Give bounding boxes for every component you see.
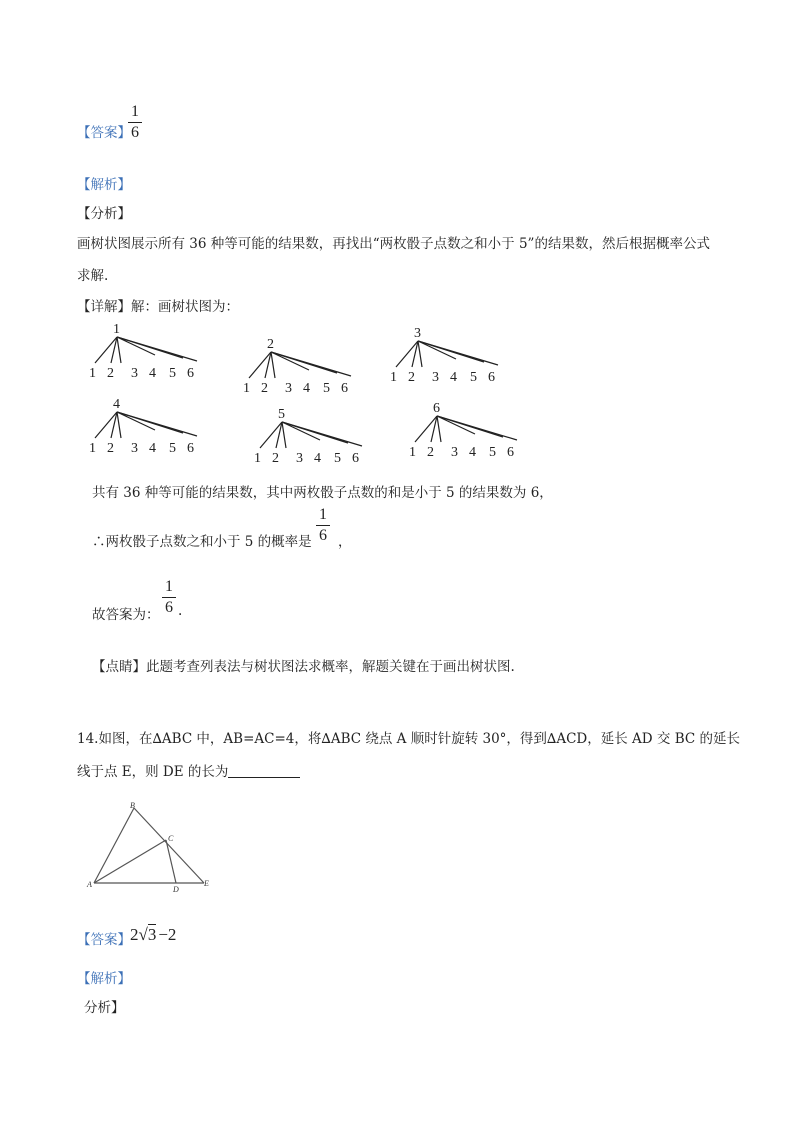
label-e: E [204, 879, 209, 888]
fraction-denominator: 6 [319, 527, 327, 544]
tree-branch [117, 412, 121, 438]
tree-root-label: 3 [414, 326, 421, 341]
tree-leaf-label: 2 [408, 370, 415, 385]
tree-branch [282, 422, 362, 446]
tree-leaf-label: 2 [261, 381, 268, 396]
tree-branch [418, 341, 498, 365]
tree-leaf-label: 5 [489, 445, 496, 460]
segment-cd [166, 840, 176, 883]
answer14-expression [130, 925, 176, 945]
result-line: 共有 36 种等可能的结果数，其中两枚骰子点数的和是小于 5 的结果数为 6， [92, 485, 553, 501]
fraction-numerator: 1 [165, 578, 173, 595]
fraction-bar [162, 597, 176, 598]
q14-line2 [77, 760, 300, 780]
final-prefix: 故答案为： [92, 607, 160, 623]
tree-leaf-label: 6 [352, 451, 359, 466]
tree-leaf-label: 3 [432, 370, 439, 385]
tree-leaf-label: 4 [149, 366, 156, 381]
tree-branch [117, 337, 197, 361]
tree-root-label: 1 [113, 322, 120, 337]
q14-line1: 14.如图，在∆ABC 中，AB=AC=4，将∆ABC 绕点 A 顺时针旋转 30°，得到∆ACD，延长 AD 交 BC 的延长 [77, 731, 740, 747]
fenxi14-text: 分析】 [84, 1000, 125, 1016]
tree-diagrams [0, 0, 800, 470]
tree-root-label: 6 [433, 401, 440, 416]
tree-branch [282, 422, 320, 440]
fraction-denominator: 6 [131, 124, 139, 141]
answer-tag: 【答案】 [77, 125, 131, 141]
tree-leaf-label: 6 [507, 445, 514, 460]
analysis-tag: 【解析】 [77, 177, 131, 193]
tree-leaf-label: 4 [303, 381, 310, 396]
dianjing-line [92, 655, 515, 675]
answer-blank [228, 765, 300, 778]
tree-leaf-label: 6 [187, 441, 194, 456]
tree-leaf-label: 5 [169, 366, 176, 381]
tree-leaf-label: 2 [107, 441, 114, 456]
label-c: C [168, 834, 174, 843]
fraction-numerator: 1 [319, 506, 327, 523]
tree-root-label: 2 [267, 337, 274, 352]
answer14-tail: −2 [158, 925, 177, 944]
sqrt-sign-icon: √ [138, 925, 148, 944]
tree-leaf-label: 4 [314, 451, 321, 466]
tree-root-label: 5 [278, 407, 285, 422]
q14-line2-text: 线于点 E，则 DE 的长为 [77, 764, 229, 780]
triangle-figure [84, 798, 216, 894]
fraction-numerator: 1 [131, 103, 139, 120]
detail-tag: 【详解】 [77, 299, 131, 315]
tree-branch [117, 412, 197, 436]
fenxi-text-line1: 画树状图展示所有 36 种等可能的结果数，再找出“两枚骰子点数之和小于 5”的结果数，然后根据概率公式 [77, 236, 710, 252]
tree-leaf-label: 5 [334, 451, 341, 466]
tree-branch [117, 412, 155, 430]
analysis14-tag: 【解析】 [77, 971, 131, 987]
tree-leaf-label: 2 [427, 445, 434, 460]
fraction-denominator: 6 [165, 599, 173, 616]
tree-branch [437, 416, 441, 442]
tree-leaf-label: 6 [488, 370, 495, 385]
final-fraction [162, 578, 176, 617]
fraction-bar [316, 525, 330, 526]
tree-leaf-label: 2 [272, 451, 279, 466]
dianjing-tag: 【点睛】 [92, 659, 146, 675]
prob-line [92, 530, 312, 550]
tree-leaf-label: 1 [89, 366, 96, 381]
tree-leaf-label: 3 [131, 441, 138, 456]
tree-leaf-label: 5 [323, 381, 330, 396]
fenxi-tag: 【分析】 [77, 206, 131, 222]
prob-suffix: ， [338, 534, 352, 550]
fenxi-text-line2: 求解. [77, 268, 109, 284]
tree-leaf-label: 3 [131, 366, 138, 381]
answer14-tag: 【答案】 [77, 932, 131, 948]
tree-leaf-label: 4 [149, 441, 156, 456]
final-suffix: . [178, 603, 183, 619]
prob-prefix: ∴两枚骰子点数之和小于 5 的概率是 [92, 534, 312, 550]
tree-leaf-label: 4 [469, 445, 476, 460]
tree-branch [117, 337, 155, 355]
tree-branch [117, 337, 121, 363]
answer14-radicand: 3 [147, 925, 157, 944]
segment-be [134, 808, 204, 883]
tree-leaf-label: 5 [470, 370, 477, 385]
dianjing-text: 此题考查列表法与树状图法求概率，解题关键在于画出树状图. [146, 659, 515, 675]
tree-leaf-label: 1 [254, 451, 261, 466]
tree-leaf-label: 1 [89, 441, 96, 456]
tree-leaf-label: 6 [187, 366, 194, 381]
tree-leaf-label: 5 [169, 441, 176, 456]
tree-branch [282, 422, 286, 448]
answer14-coef: 2 [130, 925, 139, 944]
tree-leaf-label: 1 [243, 381, 250, 396]
label-d: D [173, 885, 179, 894]
tree-branch [437, 416, 517, 440]
tree-branch [418, 341, 422, 367]
tree-branch [271, 352, 351, 376]
tree-branch [418, 341, 456, 359]
label-a: A [87, 880, 92, 889]
tree-branch [271, 352, 275, 378]
tree-leaf-label: 1 [409, 445, 416, 460]
detail-text: 解：画树状图为： [131, 299, 239, 315]
tree-root-label: 4 [113, 397, 120, 412]
tree-leaf-label: 3 [285, 381, 292, 396]
tree-leaf-label: 3 [451, 445, 458, 460]
tree-branch [437, 416, 475, 434]
tree-leaf-label: 1 [390, 370, 397, 385]
tree-branch [271, 352, 309, 370]
tree-leaf-label: 2 [107, 366, 114, 381]
label-b: B [130, 801, 135, 810]
tree-leaf-label: 6 [341, 381, 348, 396]
prob-fraction [316, 506, 330, 545]
tree-leaf-label: 3 [296, 451, 303, 466]
tree-leaf-label: 4 [450, 370, 457, 385]
